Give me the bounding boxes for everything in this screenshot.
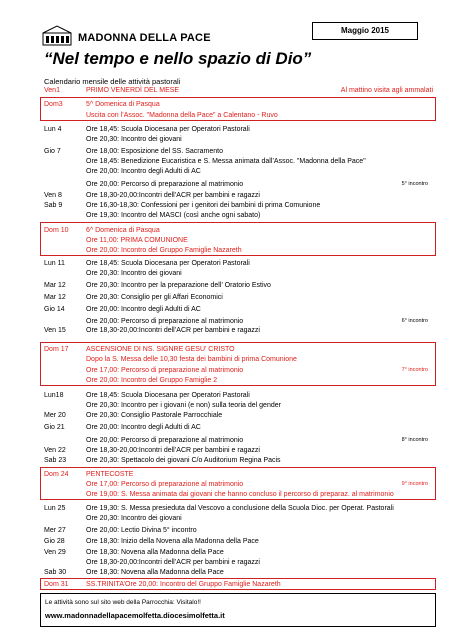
row-text: 5^ Domenica di Pasqua: [86, 101, 160, 108]
row-note: 9° incontro: [401, 481, 428, 487]
row-text: Ore 19,30: S. Messa presieduta dal Vescovo a conclusione della Scuola Dioc. per Operat. Pastorali: [86, 505, 394, 512]
row-text: Ore 20,00: Incontro degli Adulti di AC: [86, 306, 201, 313]
row-day: Lun18: [44, 392, 64, 399]
footer-note: Le attività sono sul sito web della Parrocchia: Visitalo!!: [45, 599, 201, 606]
row-text: Ore 20,00: Percorso di preparazione al matrimonio: [86, 181, 244, 188]
row-day: Mar 12: [44, 294, 66, 301]
row-day: Ven 15: [44, 327, 66, 334]
row-text: Ore 18,30: Novena alla Madonna della Pace: [86, 569, 224, 576]
row-day: Gio 14: [44, 306, 65, 313]
row-text: Ore 20,00: Percorso di preparazione al matrimonio: [86, 437, 244, 444]
row-text: 6^ Domenica di Pasqua: [86, 227, 160, 234]
row-day: Dom 10: [44, 227, 69, 234]
row-day: Gio 21: [44, 424, 65, 431]
row-day: Mar 12: [44, 282, 66, 289]
row-text: Ore 20,30: Incontro dei giovani: [86, 515, 182, 522]
row-text: Ore 20,00: Incontro degli Adulti di AC: [86, 424, 201, 431]
row-text: Ore 18,30-20,00:Incontri dell’ACR per bambini e ragazzi: [86, 192, 260, 199]
row-text: Ore 11,00: PRIMA COMUNIONE: [86, 237, 188, 244]
row-text: Ore 18,30: Novena alla Madonna della Pace: [86, 549, 224, 556]
row-day: Ven 29: [44, 549, 66, 556]
row-day: Gio 28: [44, 538, 65, 545]
row-text: Ore 20,30: Consiglio Pastorale Parrocchiale: [86, 412, 223, 419]
row-day: Sab 30: [44, 569, 67, 576]
row-text: SS.TRINITA’Ore 20,00: Incontro del Gruppo Famiglie Nazareth: [86, 581, 281, 588]
parish-name: MADONNA DELLA PACE: [78, 32, 211, 44]
first-friday-label: PRIMO VENERDÌ DEL MESE: [86, 87, 180, 94]
row-text: Ore 20,30: Incontro per i giovani (e non) sulla teoria del gender: [86, 402, 281, 409]
row-day: Gio 7: [44, 148, 61, 155]
row-day: Dom 24: [44, 471, 69, 478]
row-text: Ore 20,30: Incontro dei giovani: [86, 270, 182, 277]
row-text: Ore 18,30: Inizio della Novena alla Madonna della Pace: [86, 538, 259, 545]
row-text: PENTECOSTE: [86, 471, 134, 478]
row-note: 5° incontro: [401, 181, 428, 187]
row-text: Ore 20,00: Incontro del Gruppo Famiglie Nazareth: [86, 247, 242, 254]
row-text: Ore 16,30-18,30: Confessioni per i genitori dei bambini di prima Comunione: [86, 202, 321, 209]
month-label: Maggio 2015: [312, 22, 418, 40]
row-day: Mer 20: [44, 412, 66, 419]
row-day: Lun 25: [44, 505, 66, 512]
row-text: Ore 18,30-20,00:Incontri dell’ACR per bambini e ragazzi: [86, 447, 260, 454]
row-text: Ore 18,00: Esposizione del SS. Sacramento: [86, 148, 223, 155]
row-day: Dom3: [44, 101, 63, 108]
row-text: Ore 17,00: Percorso di preparazione al matrimonio: [86, 367, 244, 374]
row-text: Ore 20,00: Incontro degli Adulti di AC: [86, 168, 201, 175]
first-friday-note: Al mattino visita agli ammalati: [340, 87, 433, 94]
row-text: Ore 20,30: Consiglio per gli Affari Economici: [86, 294, 223, 301]
row-text: ASCENSIONE DI NS. SIGNRE GESU’ CRISTO: [86, 346, 235, 353]
row-text: Ore 20,30: Incontro dei giovani: [86, 136, 182, 143]
row-text: Ore 20,30: Incontro per la preparazione dell’ Oratorio Estivo: [86, 282, 271, 289]
row-note: 7° incontro: [401, 367, 428, 373]
website-link[interactable]: www.madonnadellapacemolfetta.diocesimolfetta.it: [45, 611, 225, 620]
footer-box: [40, 593, 436, 627]
row-text: Ore 19,30: Incontro del MASCI (così anche ogni sabato): [86, 212, 261, 219]
row-text: Ore 18,45: Benedizione Eucaristica e S. Messa animata dall’Assoc. "Madonna della Pace": [86, 158, 366, 165]
row-text: Ore 20,30: Spettacolo dei giovani C/o Auditorium Regina Pacis: [86, 457, 281, 464]
row-day: Lun 11: [44, 260, 65, 267]
row-day: Lun 4: [44, 126, 62, 133]
row-text: Ore 20,00: Percorso di preparazione al matrimonio: [86, 318, 244, 325]
motto: “Nel tempo e nello spazio di Dio”: [44, 49, 312, 68]
row-day: Sab 9: [44, 202, 63, 209]
row-text: Ore 20,00: Lectio Divina 5° incontro: [86, 527, 197, 534]
row-day: Ven 8: [44, 192, 62, 199]
row-day: Ven 22: [44, 447, 66, 454]
row-text: Dopo la S. Messa delle 10,30 festa dei bambini di prima Comunione: [86, 356, 297, 363]
row-day: Mer 27: [44, 527, 66, 534]
calendar-subtitle: Calendario mensile delle attività pastorali: [44, 77, 181, 86]
row-text: Ore 18,45: Scuola Diocesana per Operatori Pastorali: [86, 126, 250, 133]
row-text: Ore 18,30-20,00:Incontri dell’ACR per bambini e ragazzi: [86, 559, 260, 566]
row-note: 8° incontro: [401, 437, 428, 443]
row-text: Ore 19,00: S. Messa animata dai giovani che hanno concluso il percorso di preparaz. al matrimonio: [86, 491, 394, 498]
row-text: Ore 17,00: Percorso di preparazione al matrimonio: [86, 481, 244, 488]
row-note: 6° incontro: [401, 318, 428, 324]
row-text: Uscita con l’Assoc. "Madonna della Pace" a Calentano - Ruvo: [86, 112, 278, 119]
row-text: Ore 20,00: Incontro del Gruppo Famiglie 2: [86, 377, 218, 384]
row-text: Ore 18,45: Scuola Diocesana per Operatori Pastorali: [86, 392, 250, 399]
first-friday-day: Ven1: [44, 87, 60, 94]
row-day: Dom 17: [44, 346, 69, 353]
row-text: Ore 18,30-20,00:Incontri dell’ACR per bambini e ragazzi: [86, 327, 260, 334]
church-logo-icon: [42, 24, 72, 46]
row-text: Ore 18,45: Scuola Diocesana per Operatori Pastorali: [86, 260, 250, 267]
row-day: Dom 31: [44, 581, 69, 588]
row-day: Sab 23: [44, 457, 67, 464]
first-friday-line: [42, 87, 435, 97]
